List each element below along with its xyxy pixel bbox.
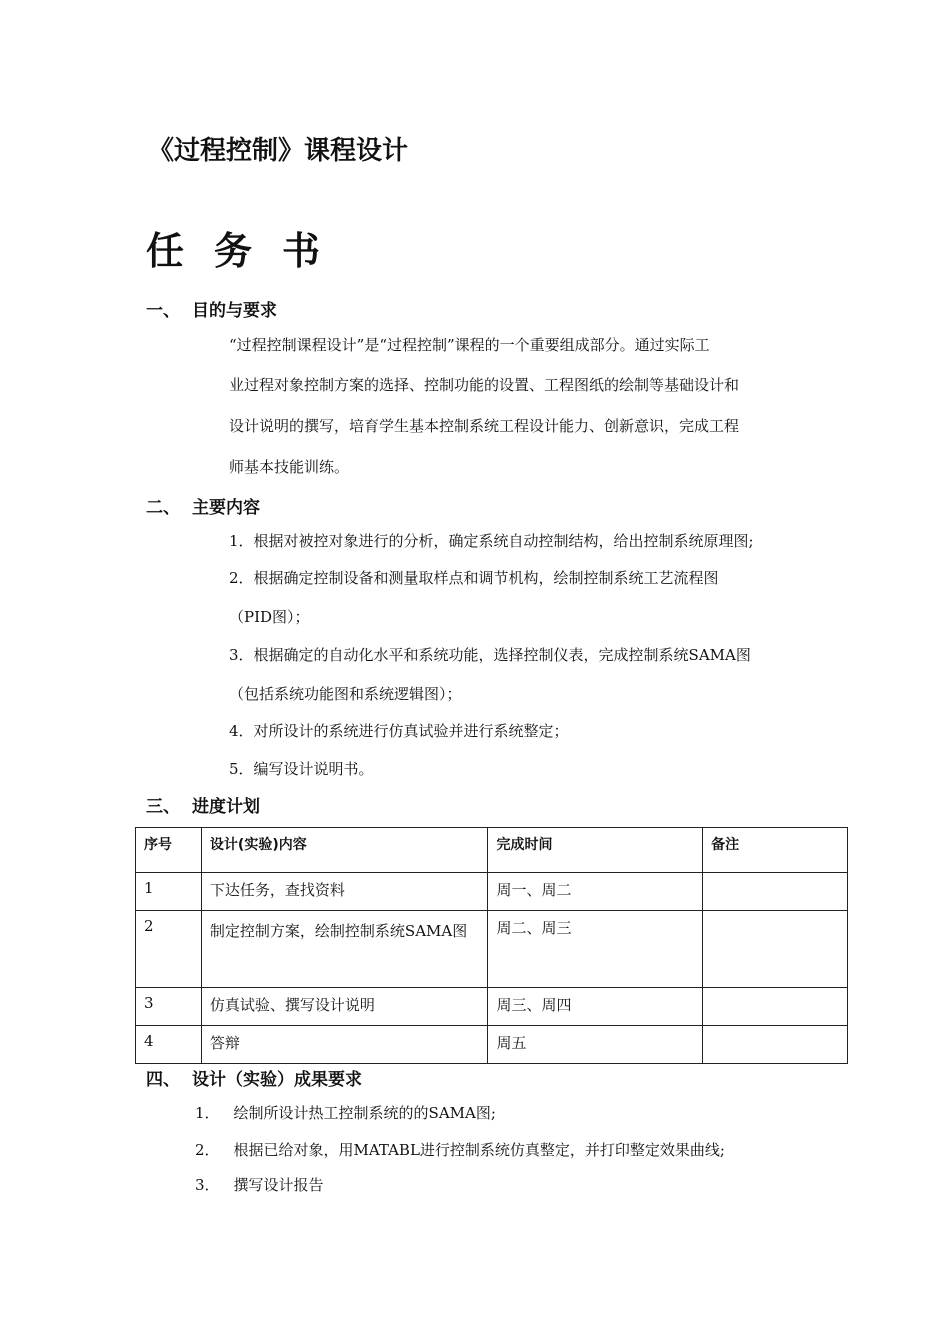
table-row bbox=[136, 911, 848, 988]
section-title: 设计（实验）成果要求 bbox=[192, 1070, 362, 1090]
cell-time: 周五 bbox=[488, 1026, 703, 1064]
schedule-table bbox=[135, 827, 848, 1064]
cell-no: 3 bbox=[136, 988, 202, 1026]
content-line: （包括系统功能图和系统逻辑图）； bbox=[229, 685, 462, 703]
cell-note bbox=[703, 873, 848, 911]
result-item bbox=[195, 1101, 496, 1125]
cell-no: 2 bbox=[136, 911, 202, 988]
content-line: （PID图）； bbox=[229, 608, 310, 626]
content-line: 3．根据确定的自动化水平和系统功能，选择控制仪表，完成控制系统SAMA图 bbox=[229, 646, 751, 664]
result-item bbox=[195, 1138, 725, 1162]
table-row bbox=[136, 1026, 848, 1064]
document-title: 《过程控制》课程设计 bbox=[148, 136, 409, 166]
content-line: 5．编写设计说明书。 bbox=[229, 760, 374, 778]
purpose-line: 师基本技能训练。 bbox=[229, 458, 350, 476]
section-title: 进度计划 bbox=[192, 797, 260, 817]
cell-no: 4 bbox=[136, 1026, 202, 1064]
header-no: 序号 bbox=[136, 828, 202, 873]
cell-note bbox=[703, 1026, 848, 1064]
result-item-text: 根据已给对象，用MATABL进行控制系统仿真整定，并打印整定效果曲线; bbox=[233, 1141, 725, 1159]
cell-content: 制定控制方案，绘制控制系统SAMA图 bbox=[201, 911, 488, 988]
table-header-row bbox=[136, 828, 848, 873]
task-book-heading: 任务书 bbox=[146, 228, 351, 273]
cell-note bbox=[703, 988, 848, 1026]
cell-time: 周三、周四 bbox=[488, 988, 703, 1026]
result-item bbox=[195, 1173, 324, 1197]
content-line: 2．根据确定控制设备和测量取样点和调节机构，绘制控制系统工艺流程图 bbox=[229, 569, 719, 587]
section-number: 一、 bbox=[146, 301, 180, 321]
section-number: 四、 bbox=[146, 1070, 180, 1090]
content-line: 4．对所设计的系统进行仿真试验并进行系统整定； bbox=[229, 722, 569, 740]
cell-no: 1 bbox=[136, 873, 202, 911]
header-content: 设计(实验)内容 bbox=[201, 828, 488, 873]
header-time: 完成时间 bbox=[488, 828, 703, 873]
cell-content: 下达任务，查找资料 bbox=[201, 873, 488, 911]
cell-content: 答辩 bbox=[201, 1026, 488, 1064]
section-title: 主要内容 bbox=[192, 498, 260, 518]
content-line: 1．根据对被控对象进行的分析，确定系统自动控制结构，给出控制系统原理图; bbox=[229, 532, 754, 550]
result-item-number: 3． bbox=[195, 1176, 220, 1194]
result-item-number: 1． bbox=[195, 1104, 220, 1122]
result-item-text: 撰写设计报告 bbox=[233, 1176, 324, 1194]
table-row bbox=[136, 988, 848, 1026]
purpose-line: 业过程对象控制方案的选择、控制功能的设置、工程图纸的绘制等基础设计和 bbox=[229, 376, 740, 394]
section-title: 目的与要求 bbox=[192, 301, 277, 321]
section-number: 三、 bbox=[146, 797, 180, 817]
result-item-number: 2． bbox=[195, 1141, 220, 1159]
result-item-text: 绘制所设计热工控制系统的的SAMA图; bbox=[233, 1104, 496, 1122]
purpose-line: 设计说明的撰写，培育学生基本控制系统工程设计能力、创新意识，完成工程 bbox=[229, 417, 740, 435]
cell-note bbox=[703, 911, 848, 988]
cell-time: 周一、周二 bbox=[488, 873, 703, 911]
table-row bbox=[136, 873, 848, 911]
purpose-line: “过程控制课程设计”是“过程控制”课程的一个重要组成部分。通过实际工 bbox=[229, 336, 710, 354]
cell-content: 仿真试验、撰写设计说明 bbox=[201, 988, 488, 1026]
section-number: 二、 bbox=[146, 498, 180, 518]
cell-time: 周二、周三 bbox=[488, 911, 703, 988]
header-note: 备注 bbox=[703, 828, 848, 873]
